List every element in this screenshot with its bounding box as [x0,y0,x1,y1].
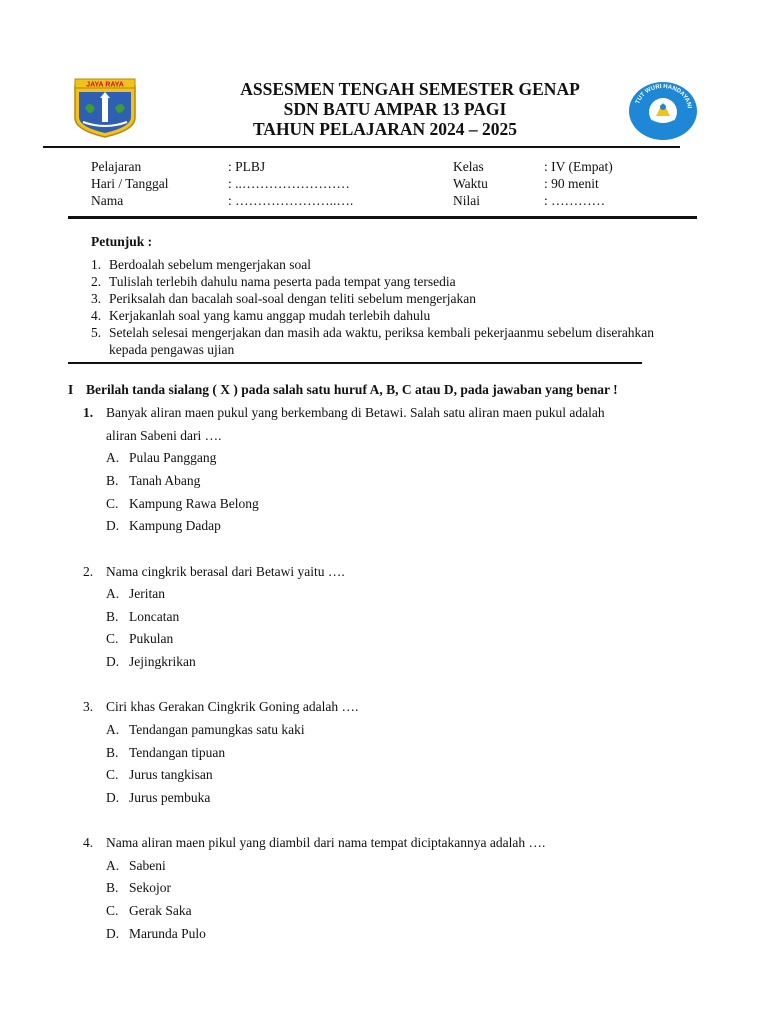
dki-jakarta-logo [73,78,137,138]
option-text: Gerak Saka [129,903,192,918]
question-text: Nama cingkrik berasal dari Betawi yaitu …. [106,564,345,579]
option-letter: B. [106,745,119,760]
option-text: Sabeni [129,858,166,873]
title-line-1: ASSESMEN TENGAH SEMESTER GENAP [240,79,580,99]
pelajaran-value: : PLBJ [228,159,266,174]
waktu-label: Waktu [453,176,488,191]
option-letter: C. [106,496,119,511]
petunjuk-title: Petunjuk : [91,234,153,249]
question-number: 1. [83,405,94,420]
option-letter: A. [106,586,120,601]
option-letter: B. [106,609,119,624]
question-text: Ciri khas Gerakan Cingkrik Goning adalah …. [106,699,359,714]
list-item-text: Berdoalah sebelum mengerjakan soal [109,257,312,272]
option-text: Jejingkrikan [129,654,196,669]
kelas-value: : IV (Empat) [544,159,613,174]
option-letter: A. [106,450,120,465]
hari-value: : ..…………………… [228,176,350,191]
option-text: Pulau Panggang [129,450,217,465]
list-item [91,324,671,358]
title-line-3: TAHUN PELAJARAN 2024 – 2025 [252,119,518,139]
nama-value: : …………………..…. [228,193,354,208]
question-number: 4. [83,835,94,850]
option-text: Jurus tangkisan [129,767,213,782]
list-item-text: Kerjakanlah soal yang kamu anggap mudah terlebih dahulu [109,308,431,323]
option-letter: B. [106,880,119,895]
nama-label: Nama [91,193,124,208]
option-text: Kampung Rawa Belong [129,496,259,511]
list-item-text: Tulislah terlebih dahulu nama peserta pada tempat yang tersedia [109,274,456,289]
question-text: Banyak aliran maen pukul yang berkembang di Betawi. Salah satu aliran maen pukul adalah [106,405,605,420]
title-line-2: SDN BATU AMPAR 13 PAGI [283,99,507,119]
info-divider [68,216,697,219]
list-item-number: 1. [91,257,102,272]
question-number: 3. [83,699,94,714]
option-text: Tanah Abang [129,473,201,488]
question-number: 2. [83,564,94,579]
logo-left-text: JAYA RAYA [86,81,124,89]
option-letter: A. [106,858,120,873]
list-item [91,256,671,273]
list-item-number: 4. [91,308,102,323]
option-letter: C. [106,767,119,782]
hari-label: Hari / Tanggal [91,176,169,191]
option-letter: D. [106,518,120,533]
option-letter: D. [106,790,120,805]
option-letter: D. [106,654,120,669]
waktu-value: : 90 menit [544,176,599,191]
question-text: Nama aliran maen pikul yang diambil dari nama tempat diciptakannya adalah …. [106,835,546,850]
option-letter: A. [106,722,120,737]
tut-wuri-handayani-logo [628,80,700,142]
petunjuk-divider [68,362,642,364]
question-text-continued: aliran Sabeni dari …. [106,428,222,443]
section-text: Berilah tanda sialang ( X ) pada salah satu huruf A, B, C atau D, pada jawaban yang benar ! [86,382,618,397]
section-number: I [68,382,74,397]
logo-right-text: TUT WURI HANDAYANI [635,83,692,109]
option-text: Jurus pembuka [129,790,211,805]
option-letter: B. [106,473,119,488]
option-letter: C. [106,903,119,918]
pelajaran-label: Pelajaran [91,159,142,174]
list-item-number: 2. [91,274,102,289]
option-text: Jeritan [129,586,165,601]
kelas-label: Kelas [453,159,484,174]
header-divider [43,146,680,148]
option-text: Marunda Pulo [129,926,206,941]
section-instruction [68,382,618,398]
option-text: Loncatan [129,609,180,624]
option-text: Pukulan [129,631,174,646]
list-item [91,307,671,324]
option-letter: C. [106,631,119,646]
petunjuk-list [91,256,671,358]
list-item-number: 3. [91,291,102,306]
nilai-label: Nilai [453,193,480,208]
list-item-text: Periksalah dan bacalah soal-soal dengan teliti sebelum mengerjakan [109,291,476,306]
list-item [91,273,671,290]
option-text: Kampung Dadap [129,518,221,533]
option-letter: D. [106,926,120,941]
nilai-value: : ………… [544,193,606,208]
list-item-number: 5. [91,325,102,340]
option-text: Tendangan tipuan [129,745,226,760]
option-text: Sekojor [129,880,171,895]
list-item [91,290,671,307]
option-text: Tendangan pamungkas satu kaki [129,722,305,737]
list-item-text: Setelah selesai mengerjakan dan masih ada waktu, periksa kembali pekerjaanmu sebelum diserahkan kepada pengawas ujian [109,325,655,357]
